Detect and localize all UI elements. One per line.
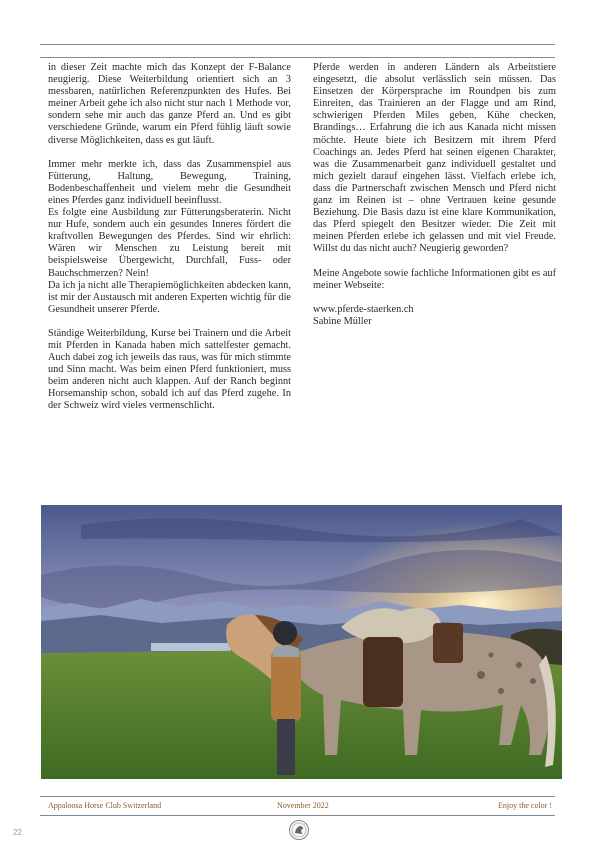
page-number: 22: [13, 828, 22, 837]
left-paragraph-2: Immer mehr merkte ich, dass das Zusammenspiel aus Fütterung, Haltung, Bewegung, Training, Bodenbeschaffenheit und vielem mehr die Gesundheit eines Pferdes ganz individuell beeinflusst.: [48, 158, 291, 206]
header-rule-bottom: [40, 57, 555, 58]
footer-date: November 2022: [277, 801, 329, 810]
right-text-column: [313, 62, 556, 328]
author-name: Sabine Müller: [313, 315, 372, 327]
right-paragraph-2: Meine Angebote sowie fachliche Informationen gibt es auf meiner Webseite:: [313, 267, 556, 291]
left-paragraph-4: Da ich ja nicht alle Therapiemöglichkeiten abdecken kann, ist mir der Austausch mit anderen Experten wichtig für die Gesundheit unserer Pferde.: [48, 279, 291, 315]
footer-rule-top: [40, 796, 555, 797]
club-logo-icon: [289, 820, 309, 840]
footer-slogan: Enjoy the color !: [498, 801, 552, 810]
right-paragraph-1: Pferde werden in anderen Ländern als Arbeitstiere eingesetzt, die absolut verlässlich sein müssen. Das Einsetzen der Körpersprache im Roundpen bis zum Einreiten, das Trainieren an der Flagge und am Rind, schwierigen Pferden Miles geben, Kühe checken, Brandings… Erfahrung die ich aus Kanada nicht missen möchte. Heute biete ich Besitzern mit ihrem Pferd Coachings an. Jedes Pferd hat seinen eigenen Charakter, was die Zusammenarbeit ganz individuell gestaltet und mich gezielt darauf eingehen lässt. Vielfach erlebe ich, dass die Partnerschaft zwischen Mensch und Pferd nicht ganz im Reinen ist – ohne Vertrauen keine gesunde Beziehung. Die Basis dazu ist eine klare Kommunikation, das Pferd spiegelt den Besitzer wieder. Die Zeit mit meinen Pferden erlebe ich gelassen und mit viel Freude. Willst du das nicht auch? Neugierig geworden?: [313, 62, 556, 255]
left-paragraph-1: in dieser Zeit machte mich das Konzept der F-Balance neugierig. Diese Weiterbildung orientiert sich an 3 messbaren, natürlichen Referenzpunkten des Hufes. Bei meiner Arbeit gehe ich also nicht stur nach 1 Methode vor, sondern sehe mir auch das ganze Pferd an. Und es gibt verschiedene Gründe, warum ein Pferd fühlig läuft sowie diverse Möglichkeiten, dass es gut läuft.: [48, 62, 291, 146]
header-rule-top: [40, 44, 555, 45]
left-paragraph-5: Ständige Weiterbildung, Kurse bei Trainern und die Arbeit mit Pferden in Kanada haben mich sattelfester gemacht. Auch dabei zog ich jeweils das raus, was für mich stimmte und Sinn macht. Was beim einen Pferd funktioniert, muss beim anderen nicht auch klappen. Auf der Ranch beginnt Horsemanship schon, sobald ich auf das Pferd zugehe. In der Schweiz wird vieles vermenschlicht.: [48, 327, 291, 412]
footer-rule-bottom: [40, 815, 555, 816]
website-link[interactable]: www.pferde-staerken.ch: [313, 303, 414, 315]
left-text-column: [48, 62, 291, 425]
left-paragraph-3: Es folgte eine Ausbildung zur Fütterungsberaterin. Nicht nur Hufe, sondern auch ein gesundes Inneres fördert die kraftvollen Bewegungen des Pferdes. Sind wir ehrlich: Wären wir Menschen zu Leistung bereit mit beispielsweise Übergewicht, Durchfall, Fuss- oder Bauchschmerzen? Nein!: [48, 207, 291, 279]
footer-club-name: Appaloosa Horse Club Switzerland: [48, 801, 162, 810]
sunset-horse-photo: [41, 505, 562, 779]
